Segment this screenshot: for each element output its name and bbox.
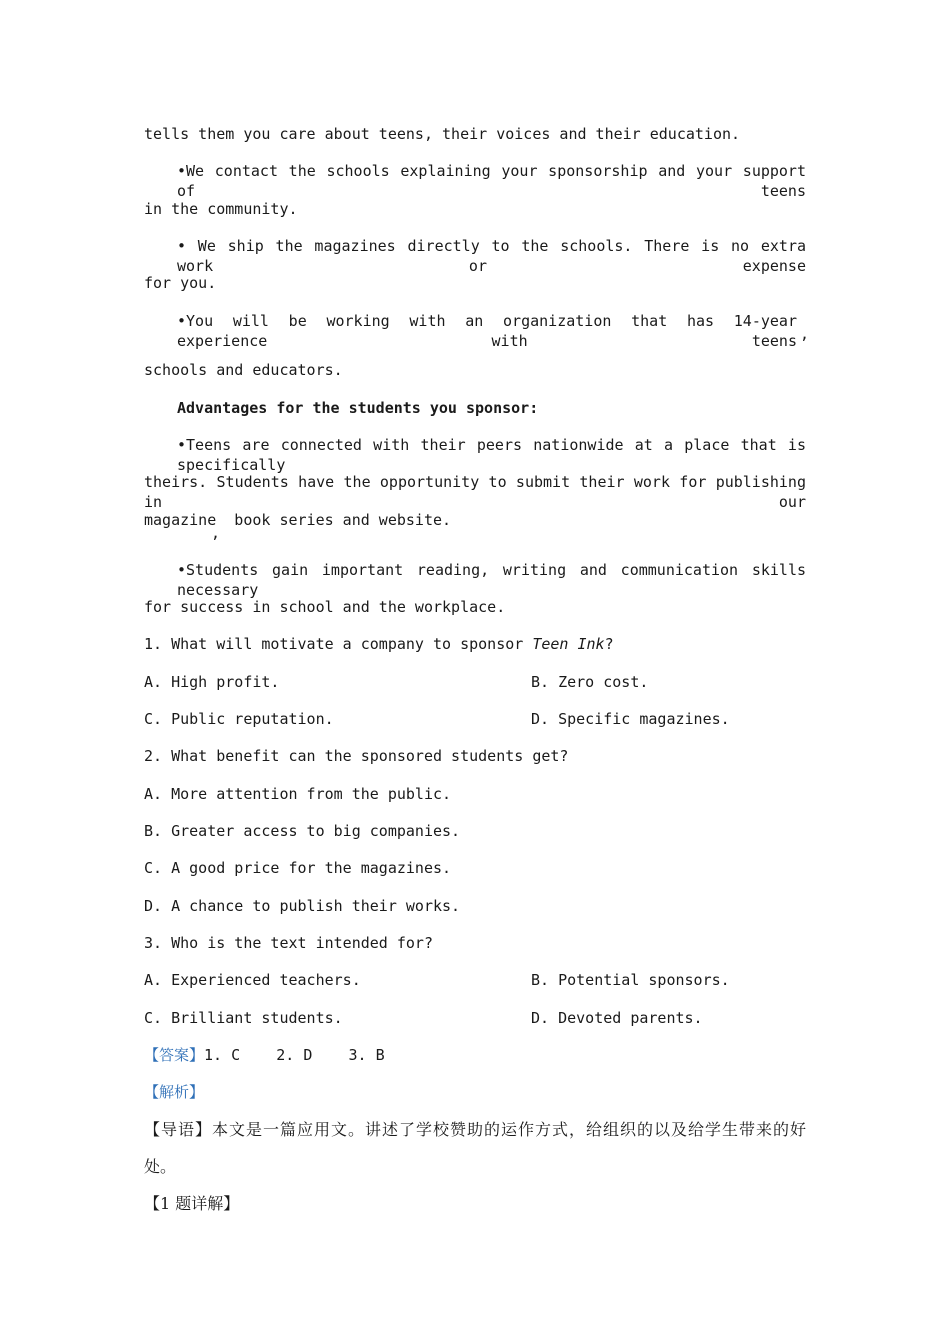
passage-line: theirs. Students have the opportunity to submit their work for publishing in our (144, 473, 806, 511)
passage-line: in the community. (144, 200, 298, 218)
option-a: A. Experienced teachers. (144, 971, 361, 989)
passage-bullet: • We ship the magazines directly to the schools. There is no extra work or expense (177, 237, 806, 275)
passage-line: tells them you care about teens, their voices and their education. (144, 125, 741, 143)
guide-text: 本文是一篇应用文。讲述了学校赞助的运作方式，给组织的以及给学生带来的好 (212, 1120, 806, 1139)
comma-mark: , (211, 524, 221, 542)
option-b: B. Zero cost. (531, 673, 649, 691)
answer-label: 【答案】 (144, 1046, 205, 1064)
comma-mark: , (800, 325, 810, 343)
option-a: A. High profit. (144, 673, 280, 691)
passage-line: for you. (144, 274, 217, 292)
option-d: D. A chance to publish their works. (144, 897, 461, 915)
passage-line: magazine book series and website. (144, 511, 452, 529)
option-c: C. Brilliant students. (144, 1009, 343, 1027)
detail-label: 【1 题详解】 (144, 1194, 240, 1213)
answer-text: 1. C 2. D 3. B (204, 1046, 385, 1064)
option-a: A. More attention from the public. (144, 785, 452, 803)
passage-bullet: •Students gain important reading, writing and communication skills necessary (177, 561, 806, 599)
passage-bullet: •You will be working with an organization that has 14-year experience with teens (177, 312, 797, 350)
passage-line: schools and educators. (144, 361, 343, 379)
guide-paragraph (144, 1120, 806, 1140)
option-c: C. Public reputation. (144, 710, 334, 728)
guide-paragraph-end: 处。 (144, 1157, 177, 1176)
question-stem: 2. What benefit can the sponsored students get? (144, 747, 569, 765)
option-d: D. Specific magazines. (531, 710, 730, 728)
option-d: D. Devoted parents. (531, 1009, 703, 1027)
question-stem: 3. Who is the text intended for? (144, 934, 433, 952)
option-c: C. A good price for the magazines. (144, 859, 452, 877)
passage-line: for success in school and the workplace. (144, 598, 506, 616)
passage-bullet: •Teens are connected with their peers nationwide at a place that is specifically (177, 436, 806, 474)
passage-bullet: •We contact the schools explaining your sponsorship and your support of teens (177, 162, 806, 200)
section-heading: Advantages for the students you sponsor: (177, 399, 539, 417)
analysis-label: 【解析】 (144, 1083, 205, 1101)
option-b: B. Potential sponsors. (531, 971, 730, 989)
guide-label: 【导语】 (144, 1120, 212, 1139)
answer-line (144, 1045, 385, 1065)
option-b: B. Greater access to big companies. (144, 822, 461, 840)
question-stem: 1. What will motivate a company to sponsor Teen Ink? (144, 635, 614, 653)
